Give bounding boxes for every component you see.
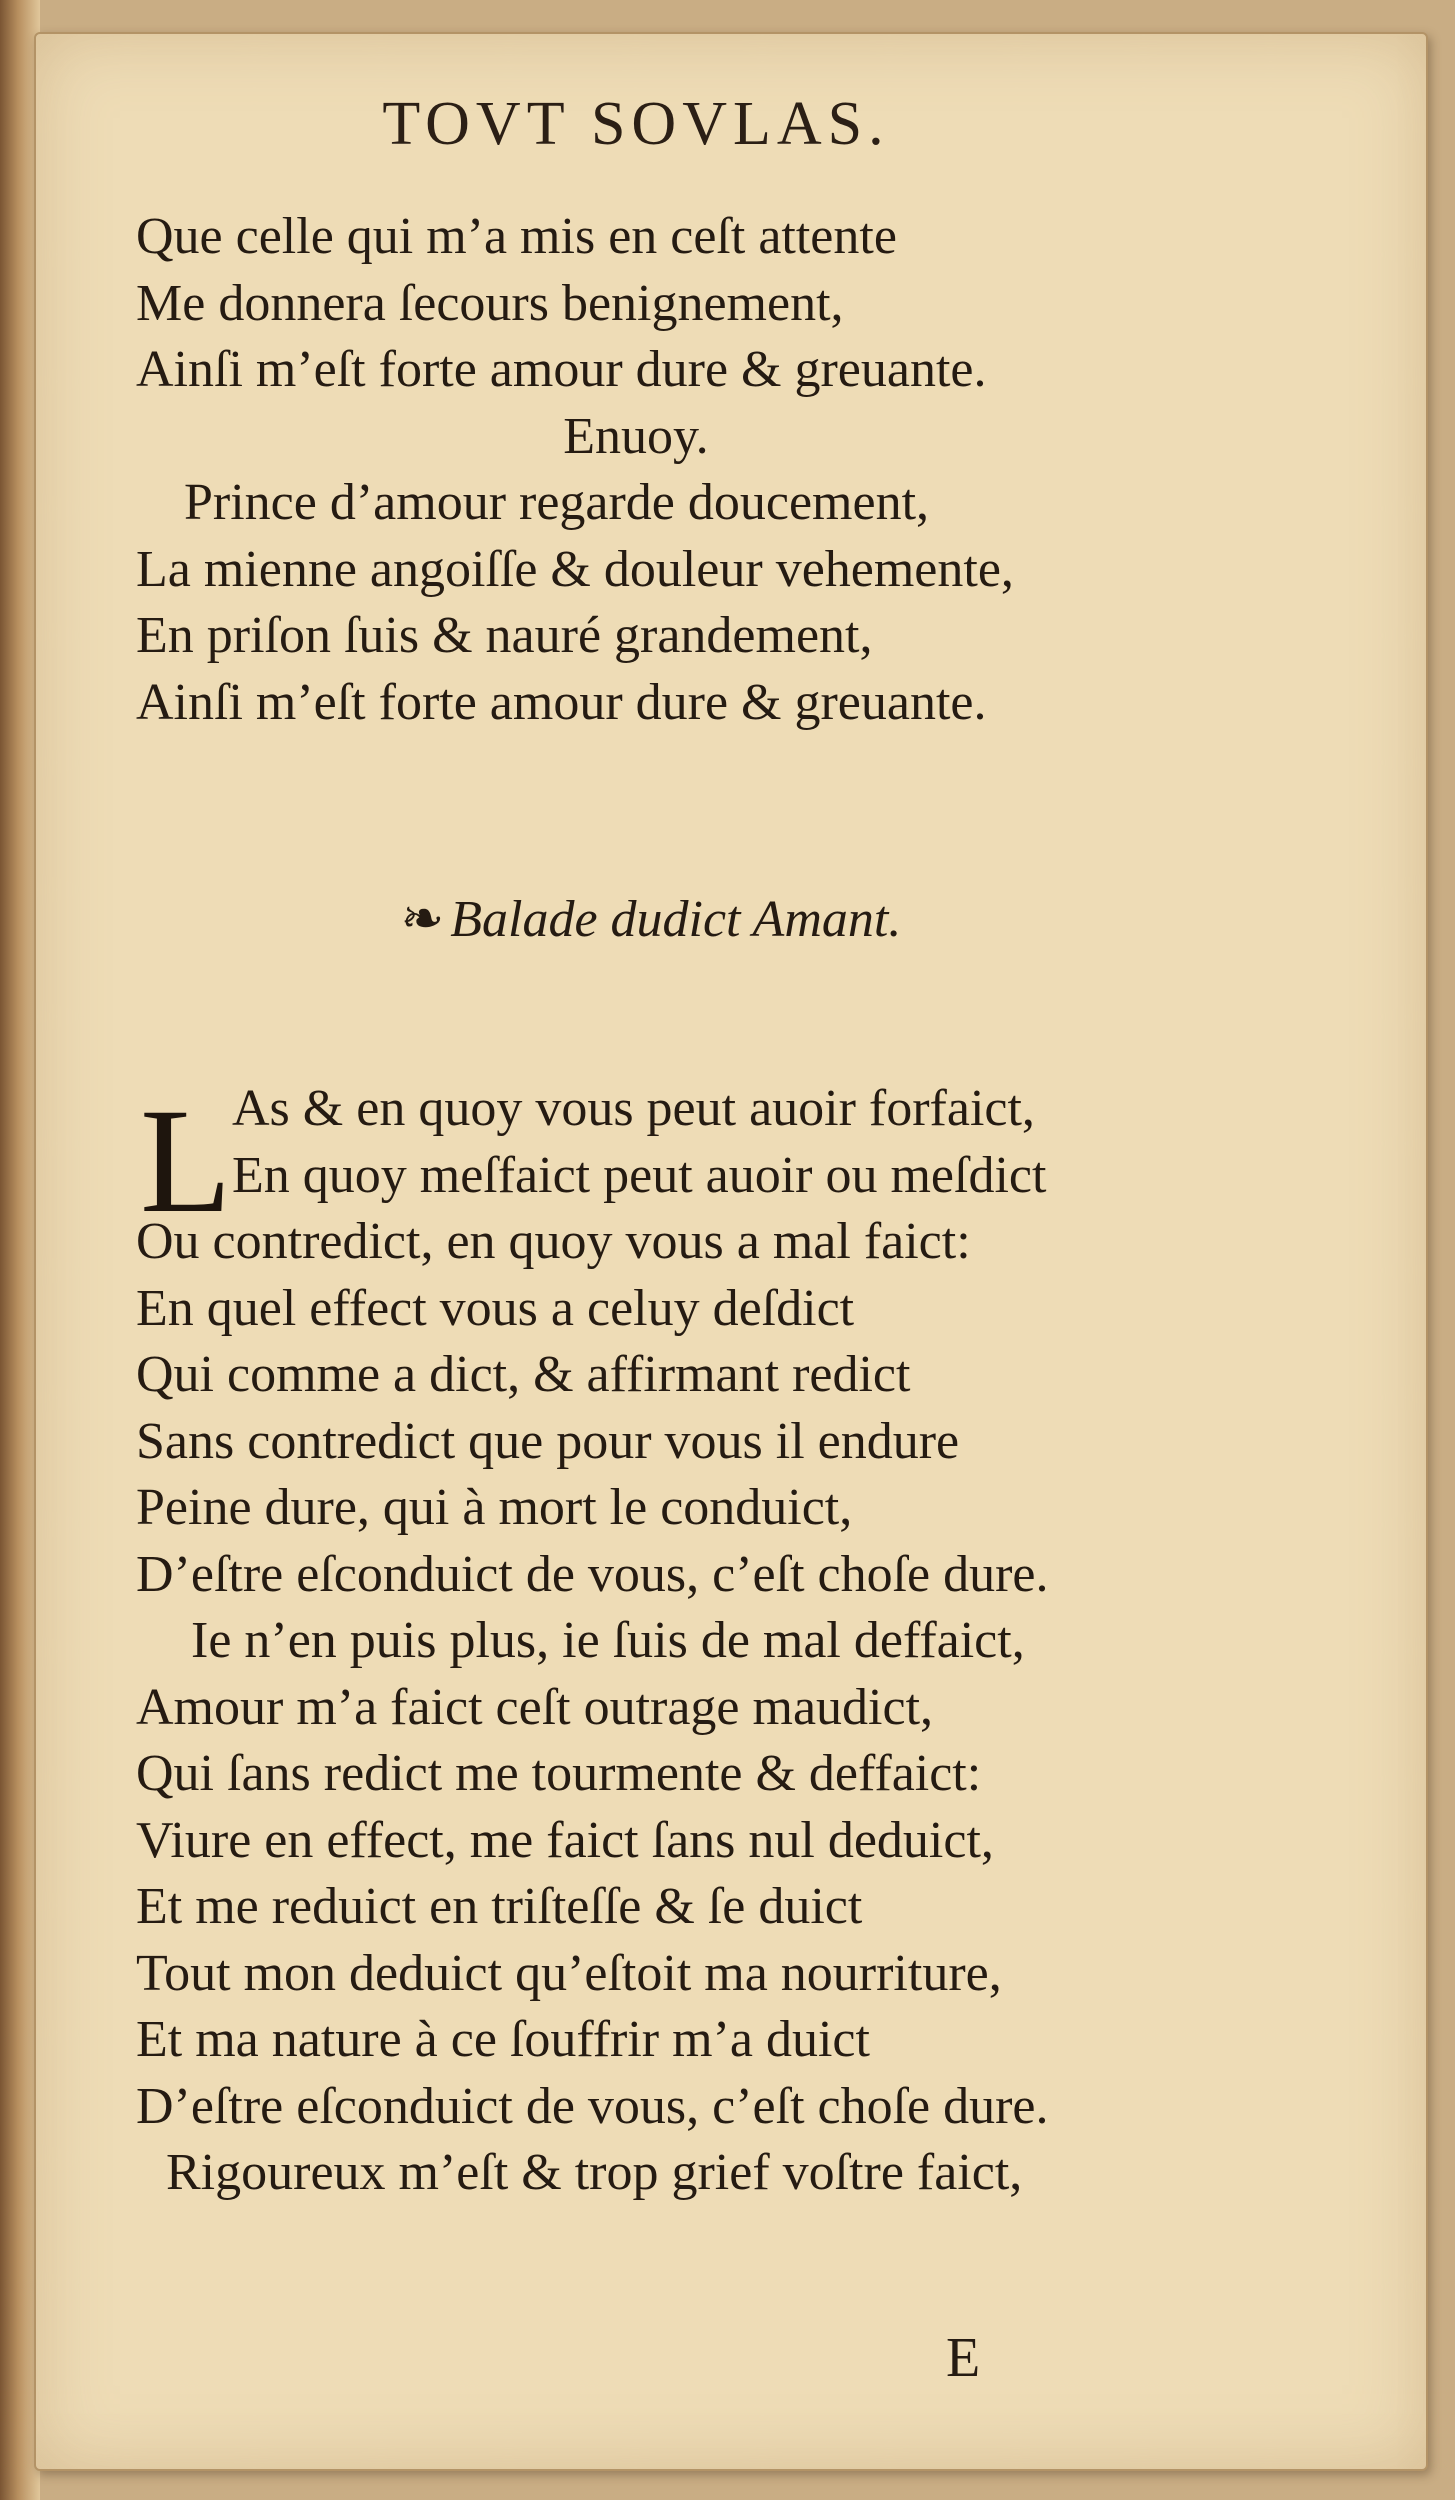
- verse-line: Ie n’en puis plus, ie ſuis de mal deffaict,: [191, 1612, 1025, 1669]
- verse-line: D’eſtre eſconduict de vous, c’eſt choſe dure.: [136, 1545, 1049, 1603]
- ballad-title: [36, 889, 1426, 949]
- verse-line: Ou contredict, en quoy vous a mal faict:: [136, 1213, 971, 1270]
- verse-line: Tout mon deduict qu’eſtoit ma nourriture,: [136, 1944, 1002, 2002]
- ballad-title-text: Balade dudict Amant.: [450, 891, 902, 948]
- verse-line: Qui ſans redict me tourmente & deffaict:: [136, 1745, 982, 1802]
- verse-line: Rigoureux m’eſt & trop grief voſtre faict,: [166, 2144, 1023, 2201]
- verse-line: Amour m’a faict ceſt outrage maudict,: [136, 1678, 934, 1736]
- verse-line: Viure en effect, me faict ſans nul deduict,: [136, 1811, 994, 1869]
- verse-line: Prince d’amour regarde doucement,: [184, 474, 930, 531]
- verse-line: Peine dure, qui à mort le conduict,: [136, 1479, 853, 1536]
- verse-line: En priſon ſuis & nauré grandement,: [136, 607, 873, 664]
- verse-line: D’eſtre eſconduict de vous, c’eſt choſe dure.: [136, 2077, 1049, 2135]
- running-head: TOVT SOVLAS.: [382, 90, 890, 158]
- fleuron-ornament-icon: ❧: [400, 891, 445, 948]
- ballad-opening: [232, 1076, 1392, 1209]
- verse-line: Que celle qui m’a mis en ceſt attente: [136, 208, 897, 265]
- verse-line: Ainſi m’eſt forte amour dure & greuante.: [136, 673, 987, 731]
- verse-line: La mienne angoiſſe & douleur vehemente,: [136, 540, 1014, 598]
- verse-line: Et me reduict en triſteſſe & ſe duict: [136, 1878, 863, 1935]
- signature-mark: E: [946, 2327, 981, 2389]
- verse-line: Sans contredict que pour vous il endure: [136, 1412, 960, 1470]
- verse-line: As & en quoy vous peut auoir forfaict,: [232, 1080, 1035, 1137]
- verse-line: Me donnera ſecours benignement,: [136, 274, 844, 332]
- drop-cap: L: [140, 1078, 232, 1244]
- envoy-heading: Enuoy.: [563, 407, 709, 465]
- verse-line: Et ma nature à ce ſouffrir m’a duict: [136, 2011, 870, 2068]
- verses-top: [136, 204, 1296, 736]
- book-page: [34, 32, 1428, 2471]
- verse-line: En quel effect vous a celuy deſdict: [136, 1279, 855, 1337]
- ballad-stanza: [136, 1209, 1296, 2207]
- verse-line: Ainſi m’eſt forte amour dure & greuante.: [136, 341, 987, 398]
- verse-line: Qui comme a dict, & affirmant redict: [136, 1346, 911, 1403]
- verse-line: En quoy meſfaict peut auoir ou meſdict: [232, 1146, 1047, 1204]
